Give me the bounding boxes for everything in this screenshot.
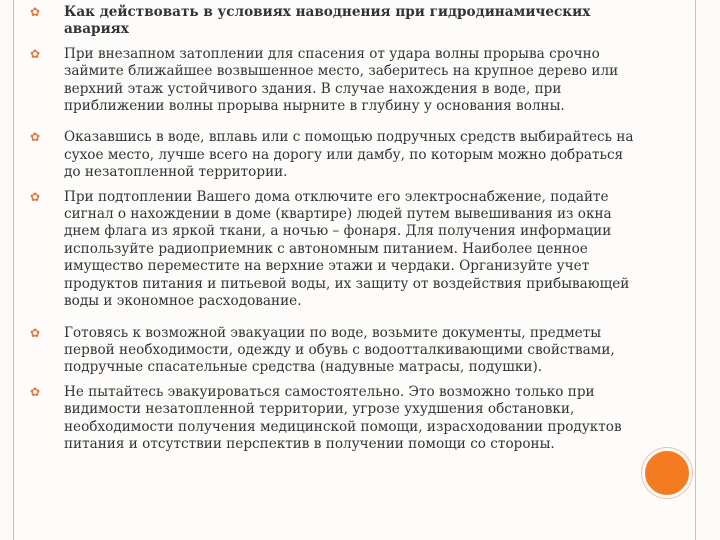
list-item bbox=[30, 325, 640, 377]
heading-text: Как действовать в условиях наводнения при гидродинамических авариях bbox=[64, 4, 591, 38]
list-item bbox=[30, 46, 640, 116]
item-text: Не пытайтесь эвакуироваться самостоятельно. Это возможно только при видимости незатопленной территории, угрозе ухудшения обстановки, необходимости получения медицинской помощи, израсходовании продуктов питания и отсутствии перспектив в получении помощи со стороны. bbox=[64, 383, 622, 452]
item-text: При подтоплении Вашего дома отключите его электроснабжение, подайте сигнал о нахождении в доме (квартире) людей путем вывешивания из окна днем флага из яркой ткани, а ночью – фонаря. Для получения информации используйте радиоприемник с автономным питанием. Наиболее ценное имущество переместите на верхние этажи и чердаки. Организуйте учет продуктов питания и питьевой воды, их защиту от воздействия прибывающей воды и экономное расходование. bbox=[64, 188, 630, 310]
leaf-bullet-icon: ✿ bbox=[30, 189, 41, 204]
leaf-bullet-icon: ✿ bbox=[30, 130, 41, 145]
list-item-heading bbox=[30, 4, 640, 39]
accent-circle bbox=[642, 448, 692, 498]
leaf-bullet-icon: ✿ bbox=[30, 384, 41, 399]
item-text: Готовясь к возможной эвакуации по воде, возьмите документы, предметы первой необходимости, одежду и обувь с водоотталкивающими свойствами, подручные спасательные средства (надувные матрасы, подушки). bbox=[64, 324, 615, 376]
right-border-rule bbox=[695, 0, 696, 540]
item-text: Оказавшись в воде, вплавь или с помощью подручных средств выбирайтесь на сухое место, лучше всего на дорогу или дамбу, по которым можно добраться до незатопленной территории. bbox=[64, 129, 634, 181]
left-border-rule bbox=[13, 0, 14, 540]
item-text: При внезапном затоплении для спасения от удара волны прорыва срочно займите ближайшее возвышенное место, заберитесь на крупное дерево или верхний этаж устойчивого здания. В случае нахождения в воде, при приближении волны прорыва нырните в глубину у основания волны. bbox=[64, 45, 619, 115]
leaf-bullet-icon: ✿ bbox=[30, 325, 41, 340]
leaf-bullet-icon: ✿ bbox=[30, 5, 41, 19]
list-item bbox=[30, 129, 640, 181]
leaf-bullet-icon: ✿ bbox=[30, 46, 41, 61]
list-item bbox=[30, 189, 640, 311]
bullet-list bbox=[30, 4, 640, 453]
list-item bbox=[30, 384, 640, 454]
